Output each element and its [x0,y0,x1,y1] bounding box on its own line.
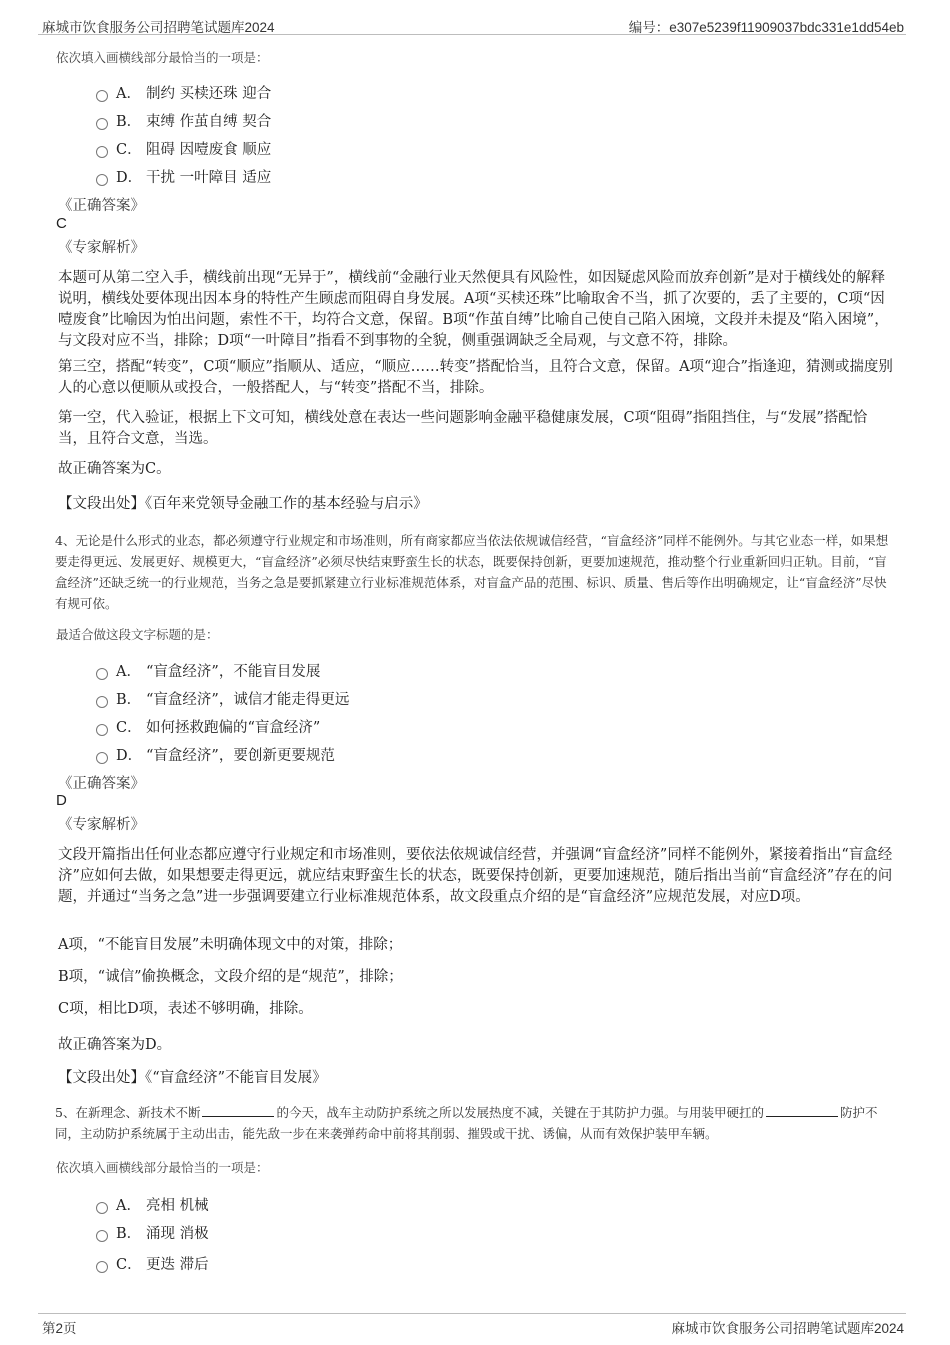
q5-option-b[interactable]: B． 涌现 消极 [96,1222,209,1243]
q5-stem: 5、在新理念、新技术不断 的今天，战车主动防护系统之所以发展热度不减，关键在于其防护力强。与用装甲硬扛的 防护不同，主动防护系统属于主动出击，能先敌一步在来袭弹药命中前将其削弱、摧毁或干扰、诱偏，从而有效保护装甲车辆。 [55,1105,878,1141]
q3-analysis-p3: 第一空，代入验证，根据上下文可知，横线处意在表达一些问题影响金融平稳健康发展，C项“阻碍”指阻挡住，与“发展”搭配恰当，且符合文意，当选。 [58,410,868,447]
q3-option-a[interactable]: A． 制约 买椟还珠 迎合 [96,82,271,103]
q3-answer-label: 《正确答案》 [58,198,145,214]
q4-analysis-p5: 故正确答案为D。 [58,1037,172,1053]
q3-option-b[interactable]: B． 束缚 作茧自缚 契合 [96,110,271,131]
q4-prompt: 最适合做这段文字标题的是： [56,627,219,642]
fill-blank-2 [766,1106,838,1117]
q4-analysis-p2: A项，“不能盲目发展”未明确体现文中的对策，排除； [58,937,403,953]
footer-title: 麻城市饮食服务公司招聘笔试题库2024 [671,1321,904,1336]
q4-option-a[interactable]: A． “盲盒经济”，不能盲目发展 [96,660,320,681]
q5-option-a[interactable]: A． 亮相 机械 [96,1194,209,1215]
radio-icon[interactable] [96,146,108,158]
page-header [38,14,906,35]
radio-icon[interactable] [96,696,108,708]
q3-source: 【文段出处】《百年来党领导金融工作的基本经验与启示》 [58,496,428,512]
q4-option-b[interactable]: B． “盲盒经济”，诚信才能走得更远 [96,688,349,709]
q4-analysis-p4: C项，相比D项，表述不够明确，排除。 [58,1001,313,1017]
q4-stem: 4、无论是什么形式的业态，都必须遵守行业规定和市场准则，所有商家都应当依法依规诚信经营，“盲盒经济”同样不能例外。与其它业态一样，如果想要走得更远、发展更好、规模更大，“盲盒经济”必须尽快结束野蛮生长的状态，既要保持创新，更要加速规范，推动整个行业重新回归正轨。目前，“盲盒经济”还缺乏统一的行业规范，当务之急是要抓紧建立行业标准规范体系，对盲盒产品的范围、标识、质量、售后等作出明确规定，让“盲盒经济”尽快有规可依。 [55,533,889,611]
radio-icon[interactable] [96,752,108,764]
q4-analysis-p1: 文段开篇指出任何业态都应遵守行业规定和市场准则，要依法依规诚信经营，并强调“盲盒经济”同样不能例外，紧接着指出“盲盒经济”应如何去做，如果想要走得更远，就应结束野蛮生长的状态，既要保持创新，更要加速规范，随后指出当前“盲盒经济”存在的问题，并通过“当务之急”进一步强调要建立行业标准规范体系，故文段重点介绍的是“盲盒经济”应规范发展，对应D项。 [58,847,893,905]
radio-icon[interactable] [96,118,108,130]
q4-source: 【文段出处】《“盲盒经济”不能盲目发展》 [58,1070,327,1086]
q5-option-c[interactable]: C． 更迭 滞后 [96,1253,209,1274]
radio-icon[interactable] [96,1230,108,1242]
radio-icon[interactable] [96,90,108,102]
q3-answer: C [56,215,67,232]
radio-icon[interactable] [96,668,108,680]
page-number: 第2页 [42,1321,77,1336]
q3-analysis-p4: 故正确答案为C。 [58,461,171,477]
radio-icon[interactable] [96,1261,108,1273]
q3-analysis-p2: 第三空，搭配“转变”，C项“顺应”指顺从、适应，“顺应……转变”搭配恰当，且符合文意，保留。A项“迎合”指逢迎，猜测或揣度别人的心意以便顺从或投合，一般搭配人，与“转变”搭配不当，排除。 [58,359,893,396]
q4-answer: D [56,792,67,809]
q3-prompt: 依次填入画横线部分最恰当的一项是： [56,50,269,65]
radio-icon[interactable] [96,174,108,186]
q5-prompt: 依次填入画横线部分最恰当的一项是： [56,1160,269,1175]
page-footer [38,1313,906,1334]
q4-analysis-p3: B项，“诚信”偷换概念，文段介绍的是“规范”，排除； [58,969,403,985]
radio-icon[interactable] [96,724,108,736]
q3-option-d[interactable]: D． 干扰 一叶障目 适应 [96,166,271,187]
fill-blank-1 [202,1106,274,1117]
q4-analysis-label: 《专家解析》 [58,817,145,833]
header-code: 编号：e307e5239f11909037bdc331e1dd54eb [628,20,904,35]
radio-icon[interactable] [96,1202,108,1214]
q3-analysis-label: 《专家解析》 [58,240,145,256]
q4-option-c[interactable]: C． 如何拯救跑偏的“盲盒经济” [96,716,320,737]
q3-option-c[interactable]: C． 阻碍 因噎废食 顺应 [96,138,271,159]
q3-analysis-p1: 本题可从第二空入手，横线前出现“无异于”，横线前“金融行业天然便具有风险性，如因疑虑风险而放弃创新”是对于横线处的解释说明，横线处要体现出因本身的特性产生顾虑而阻碍自身发展。A项“买椟还珠”比喻取舍不当，抓了次要的，丢了主要的，C项“因噎废食”比喻因为怕出问题，索性不干，均符合文意，保留。B项“作茧自缚”比喻自己使自己陷入困境，文段并未提及“陷入困境”，与文段对应不当，排除；D项“一叶障目”指看不到事物的全貌，侧重强调缺乏全局观，与文意不符，排除。 [58,270,889,349]
q4-answer-label: 《正确答案》 [58,776,145,792]
q4-option-d[interactable]: D． “盲盒经济”，要创新更要规范 [96,744,335,765]
header-title: 麻城市饮食服务公司招聘笔试题库2024 [42,20,275,35]
